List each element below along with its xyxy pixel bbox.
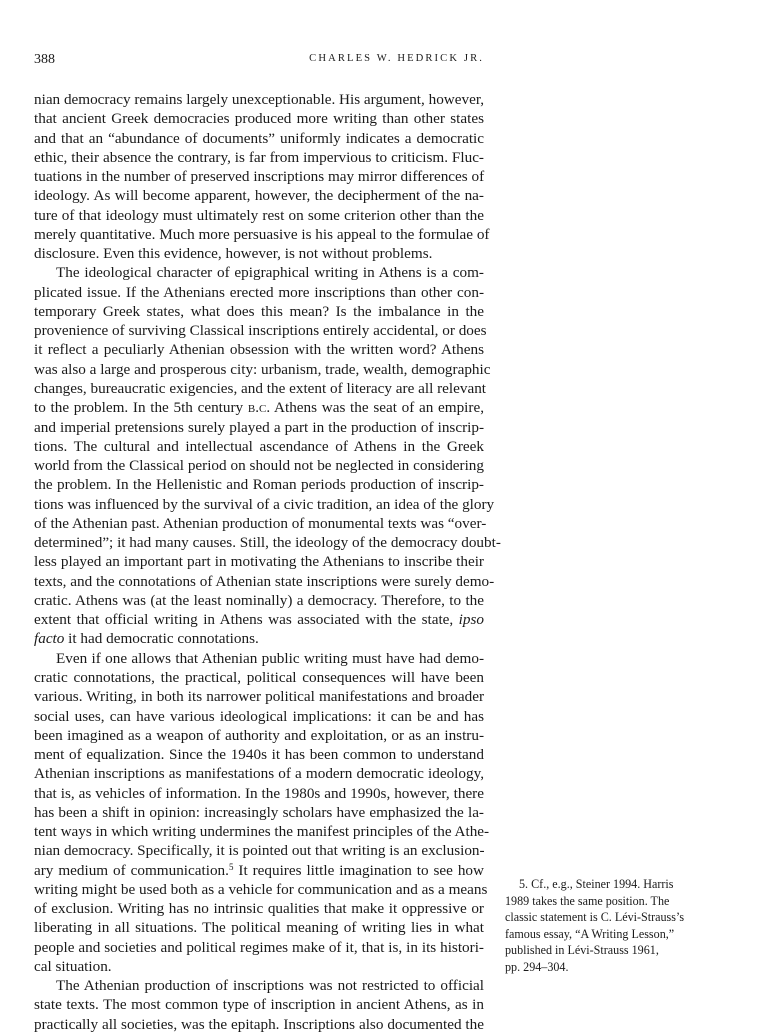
text-line: tions was influenced by the survival of a civic tradition, an idea of the glory [34,495,495,513]
footnote [505,876,715,975]
text-line: social uses, can have various ideological implications: it can be and has [34,707,484,725]
text-line [34,610,484,629]
text-line: has been a shift in opinion: increasingly scholars have emphasized the la- [34,803,484,821]
text-line: Athenian inscriptions as manifestations of a modern democratic ideology, [34,765,484,783]
text-line: ethic, their absence the contrary, is far from impervious to criticism. Fluc- [34,148,484,166]
text-line: that ancient Greek democracies produced more writing than other states [34,110,484,128]
body-text [34,90,501,1034]
text-line: tent ways in which writing undermines the manifest principles of the Athe- [34,823,490,841]
text-segment: It requires little imagination to see how [233,861,484,879]
text-line: ture of that ideology must ultimately rest on some criterion other than the [34,206,484,224]
text-line: world from the Classical period on should not be neglected in considering [34,457,484,475]
text-line: of exclusion. Writing has no intrinsic qualities that make it oppressive or [34,900,484,918]
text-segment: ary medium of communication. [34,861,229,879]
footnote-line: pp. 294–304. [505,959,569,974]
text-line: determined”; it had many causes. Still, the ideology of the democracy doubt- [34,534,501,552]
text-line: disclosure. Even this evidence, however, is not without problems. [34,245,433,263]
text-line: cratic. Athens was (at the least nominally) a democracy. Therefore, to the [34,591,484,609]
italic-term: facto [34,630,65,648]
running-head: CHARLES W. HEDRICK JR. [309,53,484,64]
text-line: the problem. In the Hellenistic and Roman periods production of inscrip- [34,476,484,494]
text-line: plicated issue. If the Athenians erected more inscriptions than other con- [34,283,484,301]
text-line: liberating in all situations. The political meaning of writing lies in what [34,919,484,937]
text-line: The ideological character of epigraphical writing in Athens is a com- [56,264,484,282]
era-abbreviation: b.c. [247,399,271,417]
page-number: 388 [34,52,55,67]
text-line: cal situation. [34,957,112,975]
text-line: provenience of surviving Classical inscriptions entirely accidental, or does [34,322,487,340]
text-line: Even if one allows that Athenian public writing must have had demo- [56,649,484,667]
text-segment: to the problem. In the 5th century [34,399,248,417]
text-line: nian democracy remains largely unexceptionable. His argument, however, [34,91,485,108]
text-line: people and societies and political regimes make of it, that is, in its histori- [34,938,484,956]
text-line: it reflect a peculiarly Athenian obsession with the written word? Athens [34,341,484,359]
text-line: and imperial pretensions surely played a part in the production of inscrip- [34,418,484,436]
text-line: various. Writing, in both its narrower political manifestations and broader [34,688,484,706]
text-line: practically all societies, was the epitaph. Inscriptions also documented the [34,1015,484,1033]
text-line: merely quantitative. Much more persuasive is his appeal to the formulae of [34,225,490,243]
text-line: writing might be used both as a vehicle for communication and as a means [34,880,488,898]
footnote-line: 1989 takes the same position. The [505,893,670,908]
footnote-line: 5. Cf., e.g., Steiner 1994. Harris [519,877,674,891]
footnote-line: famous essay, “A Writing Lesson,” [505,926,675,941]
text-line: changes, bureaucratic exigencies, and the extent of literacy are all relevant [34,379,487,397]
text-line [34,398,484,417]
text-line: temporary Greek states, what does this mean? Is the imbalance in the [34,302,484,320]
footnote-marker[interactable]: 5 [228,861,234,872]
text-line: state texts. The most common type of inscription in ancient Athens, as in [34,996,484,1014]
footnote-line: published in Lévi-Strauss 1961, [505,943,659,957]
text-line: and that an “abundance of documents” uniformly indicates a democratic [34,129,484,147]
footnote-line: classic statement is C. Lévi-Strauss’s [505,910,685,924]
text-segment: extent that official writing in Athens was associated with the state, [34,611,459,629]
text-line: been imagined as a weapon of authority and exploitation, or as an instru- [34,726,484,744]
text-line: The Athenian production of inscriptions was not restricted to official [56,977,484,995]
text-line: that is, as vehicles of information. In the 1980s and 1990s, however, there [34,784,484,802]
text-line: less played an important part in motivating the Athenians to inscribe their [34,553,484,571]
text-segment: Athens was the seat of an empire, [270,399,484,417]
text-line: cratic connotations, the practical, political consequences will have been [34,668,484,686]
text-line: of the Athenian past. Athenian production of monumental texts was “over- [34,514,487,532]
text-line: tuations in the number of preserved inscriptions may mirror differences of [34,168,485,186]
text-line [34,861,484,880]
text-line: ment of equalization. Since the 1940s it has been common to understand [34,746,484,764]
text-line: texts, and the connotations of Athenian state inscriptions were surely demo- [34,572,495,590]
italic-term: ipso [458,611,484,629]
text-segment: it had democratic connotations. [64,630,259,648]
text-line: nian democracy. Specifically, it is pointed out that writing is an exclusion- [34,842,485,860]
text-line: ideology. As will become apparent, however, the decipherment of the na- [34,187,484,205]
text-line: tions. The cultural and intellectual ascendance of Athens in the Greek [34,437,484,455]
text-line [34,629,484,648]
text-line: was also a large and prosperous city: urbanism, trade, wealth, demographic [34,360,491,378]
